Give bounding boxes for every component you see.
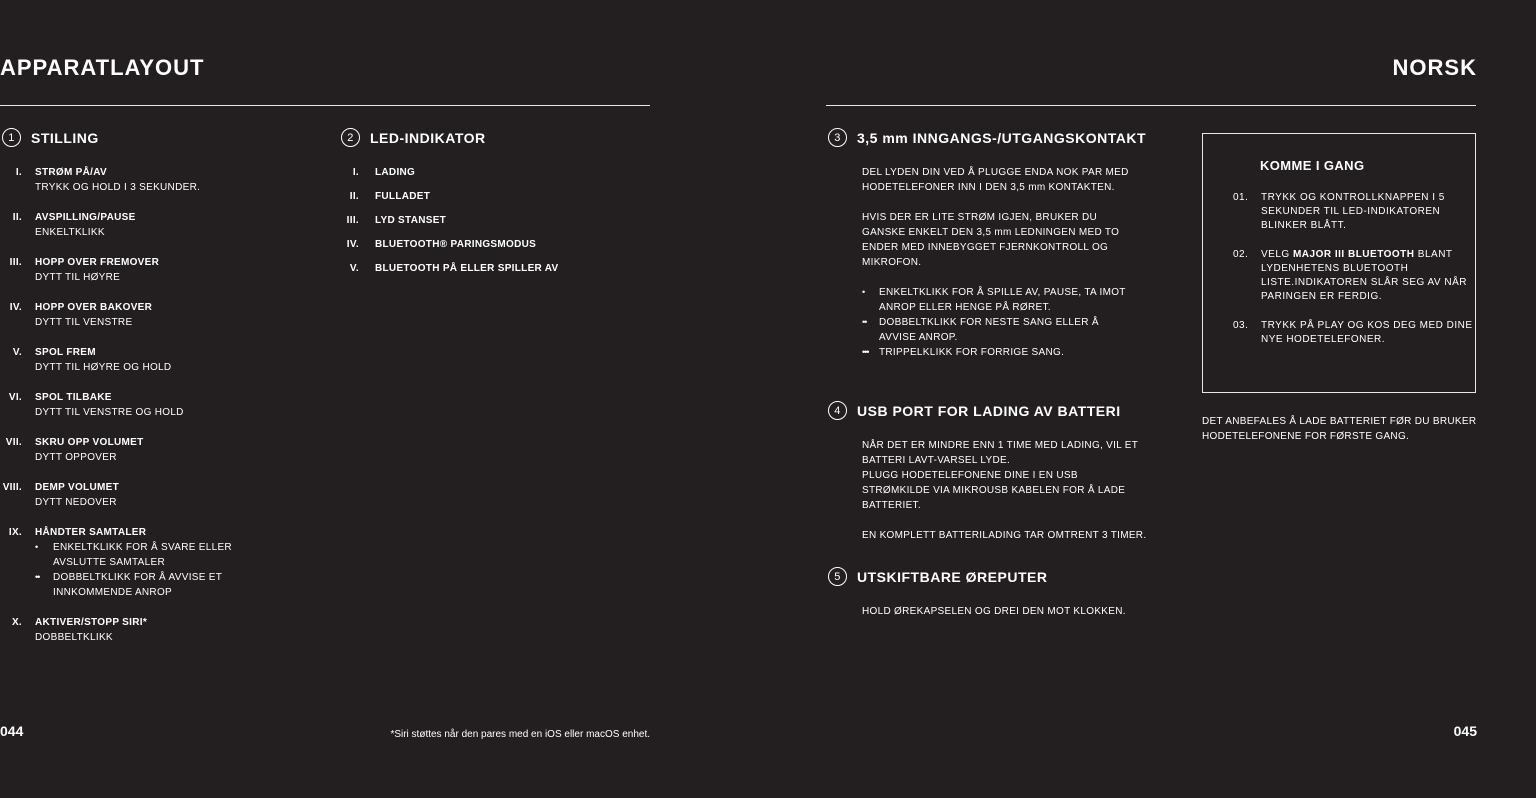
item-title: LYD STANSET	[375, 215, 447, 226]
section-ear-cushions	[828, 567, 1158, 634]
section-header	[2, 128, 300, 147]
section-led-indikator	[333, 128, 633, 285]
section-usb	[828, 401, 1158, 558]
bullet-text: ENKELTKLIKK FOR Å SVARE ELLER AVSLUTTE SAMTALER	[53, 542, 232, 568]
list-item	[0, 615, 300, 645]
item-title: HÅNDTER SAMTALER	[35, 527, 147, 538]
list-item	[0, 300, 300, 330]
bullet-text: ENKELTKLIKK FOR Å SPILLE AV, PAUSE, TA IMOT ANROP ELLER HENGE PÅ RØRET.	[879, 287, 1126, 313]
step-text-bold: MAJOR III BLUETOOTH	[1292, 249, 1415, 260]
section-number-badge: 3	[828, 128, 847, 147]
section-body	[862, 438, 1147, 543]
paragraph: PLUGG HODETELEFONENE DINE I EN USB STRØMKILDE VIA MIKROUSB KABELEN FOR Å LADE BATTERIET.	[862, 470, 1126, 511]
step-item	[1203, 248, 1475, 304]
section-title: USB PORT FOR LADING AV BATTERI	[857, 402, 1121, 419]
item-title: HOPP OVER FREMOVER	[35, 257, 160, 268]
item-desc: ENKELTKLIKK	[35, 227, 105, 238]
item-title: SPOL FREM	[35, 347, 96, 358]
item-number: III.	[346, 215, 359, 226]
page-title-right: NORSK	[1392, 55, 1477, 80]
step-number: 01.	[1233, 192, 1249, 203]
item-title: STRØM PÅ/AV	[35, 167, 108, 178]
box-title: KOMME I GANG	[1260, 158, 1365, 173]
step-item	[1203, 191, 1475, 233]
section-stilling	[0, 128, 300, 660]
item-title: AVSPILLING/PAUSE	[35, 212, 136, 223]
list-item	[0, 165, 300, 195]
bullet-dot-icon: •••	[862, 347, 869, 357]
step-text: TRYKK PÅ PLAY OG KOS DEG MED DINE NYE HODETELEFONER.	[1261, 320, 1473, 345]
section-number-badge: 5	[828, 567, 847, 586]
paragraph: NÅR DET ER MINDRE ENN 1 TIME MED LADING, VIL ET BATTERI LAVT-VARSEL LYDE.	[862, 440, 1138, 466]
item-title: SKRU OPP VOLUMET	[35, 437, 144, 448]
paragraph: EN KOMPLETT BATTERILADING TAR OMTRENT 3 TIMER.	[862, 530, 1147, 541]
item-number: II.	[349, 191, 359, 202]
item-desc: DYTT NEDOVER	[35, 497, 117, 508]
paragraph: HVIS DER ER LITE STRØM IGJEN, BRUKER DU GANSKE ENKELT DEN 3,5 mm LEDNINGEN MED TO ENDER MED INNEBYGGET FJERNKONTROLL OG MIKROFON.	[862, 212, 1120, 268]
paragraph: DEL LYDEN DIN VED Å PLUGGE ENDA NOK PAR MED HODETELEFONER INN I DEN 3,5 mm KONTAKTEN.	[862, 167, 1129, 193]
step-text: TRYKK OG KONTROLLKNAPPEN I 5 SEKUNDER TIL LED-INDIKATOREN BLINKER BLÅTT.	[1261, 192, 1445, 231]
list-item	[333, 213, 633, 228]
bullet-dot-icon: ••	[862, 317, 867, 327]
section-number-badge: 1	[2, 128, 21, 147]
list-item	[0, 390, 300, 420]
list-item	[333, 165, 633, 180]
bullet-item	[862, 345, 1134, 360]
list-item	[0, 480, 300, 510]
item-desc: DYTT TIL VENSTRE	[35, 317, 133, 328]
section-body	[862, 604, 1147, 619]
page-title-left: APPARATLAYOUT	[0, 55, 205, 80]
item-title: DEMP VOLUMET	[35, 482, 119, 493]
item-title: BLUETOOTH® PARINGSMODUS	[375, 239, 537, 250]
page-number-right: 045	[1453, 723, 1477, 739]
bullet-item	[862, 315, 1134, 345]
item-title: FULLADET	[375, 191, 431, 202]
item-desc: DYTT OPPOVER	[35, 452, 117, 463]
item-number: V.	[349, 263, 359, 274]
bullet-text: DOBBELTKLIKK FOR NESTE SANG ELLER Å AVVISE ANROP.	[879, 317, 1099, 343]
item-title: SPOL TILBAKE	[35, 392, 112, 403]
getting-started-box	[1202, 133, 1476, 393]
item-title: BLUETOOTH PÅ ELLER SPILLER AV	[375, 263, 559, 274]
bullet-dot-icon: ••	[35, 572, 40, 582]
bullet-dot-icon: •	[862, 287, 865, 297]
section-title: LED-INDIKATOR	[370, 129, 486, 146]
list-item	[333, 261, 633, 276]
paragraph: HOLD ØREKAPSELEN OG DREI DEN MOT KLOKKEN.	[862, 606, 1126, 617]
item-number: III.	[9, 257, 22, 268]
section-title: 3,5 mm INNGANGS-/UTGANGSKONTAKT	[857, 129, 1147, 146]
page-number-left: 044	[0, 723, 24, 739]
header-divider-right	[826, 105, 1476, 106]
section-header	[828, 401, 1158, 420]
list-item	[0, 255, 300, 285]
sub-bullet	[35, 570, 253, 600]
footnote: *Siri støttes når den pares med en iOS eller macOS enhet.	[390, 729, 650, 740]
list-item	[0, 345, 300, 375]
item-title: HOPP OVER BAKOVER	[35, 302, 153, 313]
led-list	[333, 165, 633, 276]
list-item	[333, 237, 633, 252]
item-number: IV.	[346, 239, 359, 250]
step-number: 02.	[1233, 249, 1249, 260]
item-desc: DOBBELTKLIKK	[35, 632, 113, 643]
step-text: VELG	[1261, 249, 1293, 260]
item-number: X.	[11, 617, 22, 628]
item-number: IV.	[9, 302, 22, 313]
section-header	[828, 567, 1158, 586]
list-item	[0, 525, 300, 600]
section-body	[862, 165, 1134, 360]
sub-bullet	[35, 540, 253, 570]
control-list	[0, 165, 300, 645]
bullet-text: TRIPPELKLIKK FOR FORRIGE SANG.	[879, 347, 1065, 358]
item-number: IX.	[8, 527, 22, 538]
section-title: UTSKIFTBARE ØREPUTER	[857, 568, 1048, 585]
item-title: LADING	[375, 167, 416, 178]
header-divider-left	[0, 105, 650, 106]
item-number: I.	[352, 167, 359, 178]
bullet-text: DOBBELTKLIKK FOR Å AVVISE ET INNKOMMENDE ANROP	[53, 572, 223, 598]
bullet-item	[862, 285, 1134, 315]
list-item	[0, 210, 300, 240]
list-item	[0, 435, 300, 465]
section-title: STILLING	[31, 129, 99, 146]
section-number-badge: 2	[341, 128, 360, 147]
item-number: VII.	[5, 437, 22, 448]
charging-note: DET ANBEFALES Å LADE BATTERIET FØR DU BRUKER HODETELEFONENE FOR FØRSTE GANG.	[1202, 416, 1477, 442]
item-number: VI.	[8, 392, 22, 403]
step-number: 03.	[1233, 320, 1249, 331]
section-header	[828, 128, 1148, 147]
section-number-badge: 4	[828, 401, 847, 420]
item-number: V.	[12, 347, 22, 358]
section-jack	[828, 128, 1148, 360]
step-text: BLANT LYDENHETENS BLUETOOTH LISTE.INDIKATOREN SLÅR SEG AV NÅR PARINGEN ER FERDIG.	[1261, 249, 1467, 302]
bullet-dot-icon: •	[35, 542, 38, 552]
item-title: AKTIVER/STOPP SIRI*	[35, 617, 148, 628]
item-number: VIII.	[2, 482, 22, 493]
item-desc: DYTT TIL HØYRE OG HOLD	[35, 362, 172, 373]
item-number: II.	[12, 212, 22, 223]
item-desc: DYTT TIL VENSTRE OG HOLD	[35, 407, 184, 418]
item-desc: TRYKK OG HOLD I 3 SEKUNDER.	[35, 182, 201, 193]
list-item	[333, 189, 633, 204]
section-header	[341, 128, 633, 147]
step-item	[1203, 319, 1475, 347]
item-desc: DYTT TIL HØYRE	[35, 272, 121, 283]
item-number: I.	[15, 167, 22, 178]
